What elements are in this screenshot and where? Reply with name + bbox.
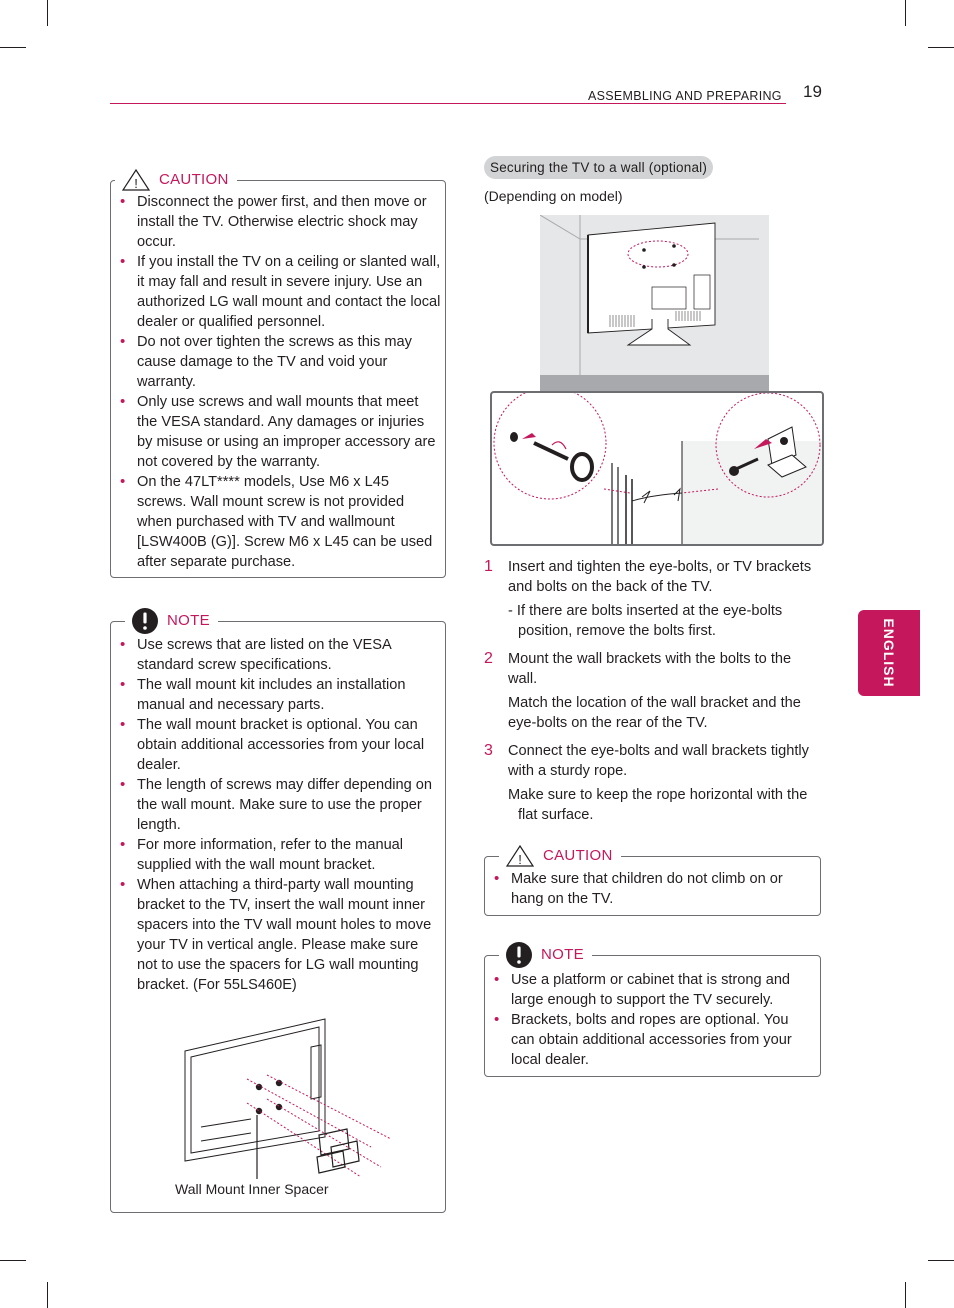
tv-back-illustration [540,215,769,395]
crop-mark [905,0,906,26]
note-heading [499,943,592,967]
list-item: • The length of screws may differ depending on the wall mount. Make sure to use the proper length. [111,775,441,835]
step-item [484,557,824,641]
list-item: • For more information, refer to the manual supplied with the wall mount bracket. [111,835,441,875]
crop-mark [928,47,954,48]
caution-label: CAUTION [159,171,229,188]
figure-caption: Wall Mount Inner Spacer [175,1181,329,1197]
step-subtext: Match the location of the wall bracket and the eye-bolts on the rear of the TV. [508,695,801,731]
steps-list [484,557,824,833]
list-item: • The wall mount kit includes an installation manual and necessary parts. [111,675,441,715]
svg-text:!: ! [134,176,138,191]
step-number: 3 [484,742,493,759]
exclamation-circle-icon [505,941,533,969]
list-item: • When attaching a third-party wall mounting bracket to the TV, insert the wall mount inner spacers into the TV wall mount holes to move your TV in vertical angle. Please make sure not to use the spacers for LG wall mounting bracket. (For 55LS460E) [111,875,441,995]
list-item: • Only use screws and wall mounts that meet the VESA standard. Any damages or injuries by misuse or using an improper accessory are not covered by the warranty. [111,392,441,472]
svg-text:!: ! [518,852,522,867]
step-item [484,741,824,825]
list-item: • Brackets, bolts and ropes are optional. You can obtain additional accessories from your local dealer. [485,1010,815,1070]
caution-box [110,171,446,578]
list-item: • On the 47LT**** models, Use M6 x L45 screws. Wall mount screw is not provided when purchased with TV and wallmount [LSW400B (G)]. Screw M6 x L45 can be used after separate purchase. [111,472,441,572]
list-item: • Use a platform or cabinet that is strong and large enough to support the TV securely. [485,970,815,1010]
caution-label: CAUTION [543,847,613,864]
list-item: • Disconnect the power first, and then move or install the TV. Otherwise electric shock may occur. [111,192,441,252]
section-subtitle: (Depending on model) [484,188,623,204]
list-item: • If you install the TV on a ceiling or slanted wall, it may fall and result in severe injury. Use an authorized LG wall mount and contact the local dealer or qualified personnel. [111,252,441,332]
step-subtext: Make sure to keep the rope horizontal with the flat surface. [508,787,808,823]
list-item: • Do not over tighten the screws as this may cause damage to the TV and void your warranty. [111,332,441,392]
note-box [484,946,821,1077]
language-tab-label: ENGLISH [881,618,897,688]
warning-triangle-icon [121,168,151,192]
language-tab [858,610,920,696]
crop-mark [0,47,26,48]
crop-mark [905,1282,906,1308]
list-item: • The wall mount bracket is optional. You can obtain additional accessories from your local dealer. [111,715,441,775]
step-text: Insert and tighten the eye-bolts, or TV brackets and bolts on the back of the TV. [508,559,812,595]
caution-heading [499,844,621,868]
crop-mark [928,1260,954,1261]
note-heading [125,609,218,633]
crop-mark [47,0,48,26]
caution-box [484,847,821,916]
section-title: Securing the TV to a wall (optional) [484,156,713,179]
wall-mount-spacer-illustration [171,1017,411,1192]
step-number: 2 [484,650,493,667]
rope-bolt-illustration [492,393,822,544]
crop-mark [0,1260,26,1261]
step-text: Connect the eye-bolts and wall brackets tightly with a sturdy rope. [508,743,809,779]
step-number: 1 [484,558,493,575]
step-text: Mount the wall brackets with the bolts to the wall. [508,651,792,687]
rope-bolt-illustration-frame [490,391,824,546]
section-header: ASSEMBLING AND PREPARING [588,89,782,103]
warning-triangle-icon [505,844,535,868]
step-item [484,649,824,733]
note-label: NOTE [541,946,584,963]
page-number: 19 [803,82,822,101]
list-item: • Make sure that children do not climb on or hang on the TV. [485,869,815,909]
list-item: • Use screws that are listed on the VESA standard screw specifications. [111,635,441,675]
caution-heading [115,168,237,192]
step-subtext: - If there are bolts inserted at the eye-bolts position, remove the bolts first. [508,603,783,639]
note-box [110,612,446,1213]
header-rule [110,103,786,104]
crop-mark [47,1282,48,1308]
note-label: NOTE [167,612,210,629]
exclamation-circle-icon [131,607,159,635]
